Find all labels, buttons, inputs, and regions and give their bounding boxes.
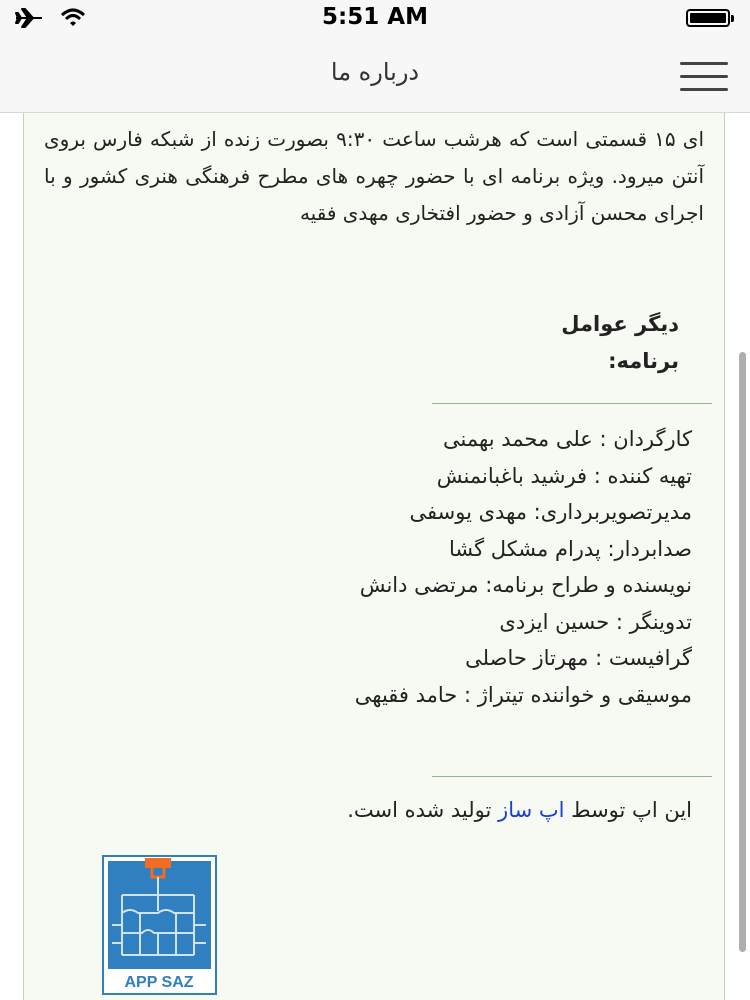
nav-bar: [0, 38, 750, 113]
credit-item: مدیرتصویربرداری: مهدی یوسفی: [409, 500, 692, 524]
divider-bottom: [432, 776, 712, 777]
credit-item: گرافیست : مهرتاز حاصلی: [465, 646, 692, 670]
scrollbar[interactable]: [739, 352, 746, 952]
page-title: درباره ما: [330, 58, 420, 86]
logo-text: APP SAZ: [124, 974, 194, 991]
battery-icon: [686, 9, 730, 27]
content-panel: [23, 113, 725, 1000]
status-time: 5:51 AM: [322, 4, 428, 30]
credits-list: [355, 421, 692, 713]
footer-prefix: این اپ توسط: [571, 798, 692, 822]
section-title-line2: برنامه:: [608, 349, 679, 373]
app-saz-link[interactable]: اپ ساز: [498, 798, 565, 822]
divider-top: [432, 403, 712, 404]
footer-text: [347, 798, 692, 822]
section-title: [439, 306, 679, 380]
section-title-line1: دیگر عوامل: [561, 312, 679, 336]
status-bar: [0, 0, 750, 38]
credit-item: صدابردار: پدرام مشکل گشا: [448, 536, 692, 561]
credit-item: نویسنده و طراح برنامه: مرتضی دانش: [359, 573, 692, 597]
hamburger-menu-icon[interactable]: [680, 62, 728, 92]
credit-item: تدوینگر : حسین ایزدی: [499, 609, 692, 634]
intro-paragraph: ای ۱۵ قسمتی است که هرشب ساعت ۹:۳۰ بصورت زنده از شبکه فارس بروی آنتن میرود. ویژه برنامه ای با حضور چهره های مطرح فرهنگی هنری کشور و با اجرای محسن آزادی و حضور افتخاری مهدی فقیه: [44, 127, 704, 225]
credit-item: موسیقی و خواننده تیتراژ : حامد فقیهی: [354, 682, 692, 707]
credit-item: کارگردان : علی محمد بهمنی: [443, 427, 692, 451]
credit-item: تهیه کننده : فرشید باغبانمنش: [436, 463, 692, 488]
footer-suffix: تولید شده است.: [347, 798, 492, 822]
app-saz-logo[interactable]: [102, 855, 217, 995]
